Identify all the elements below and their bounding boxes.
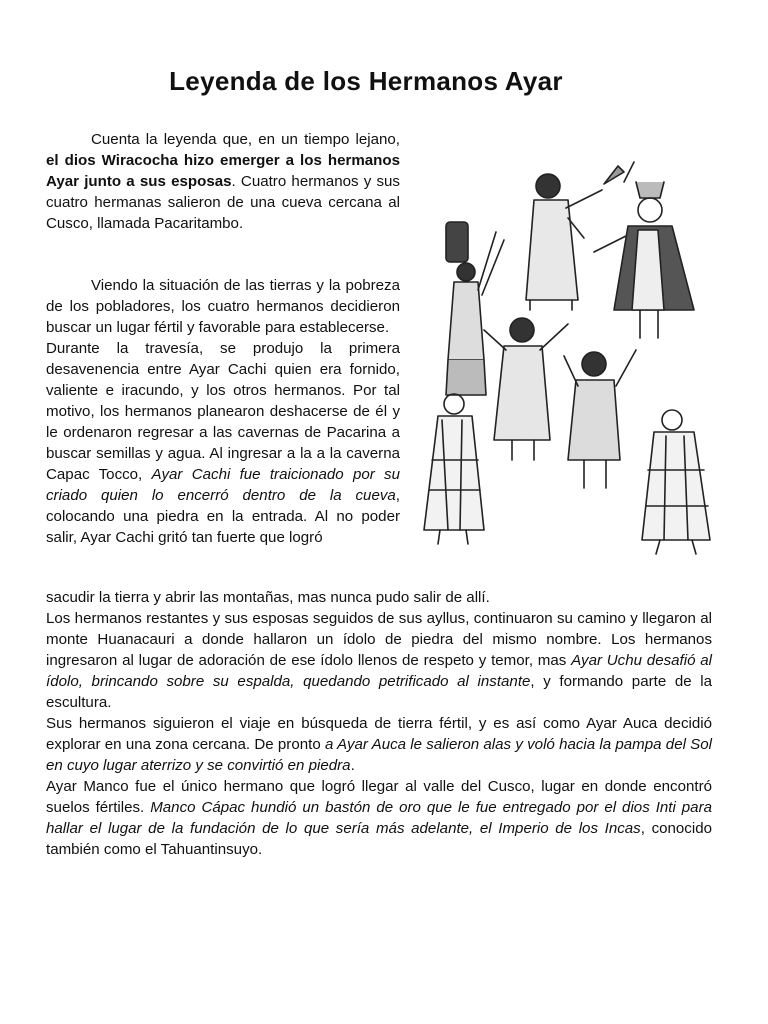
p5-text-a: Sus hermanos siguieron el viaje en búsqueda de tierra fértil, y es así como Ayar Auca decidió explorar en una zona cercana. De pronto	[46, 715, 712, 753]
p3-text-a: Durante la travesía, se produjo la primera desavenencia entre Ayar Cachi quien era fornido, valiente e iracundo, y los otros hermanos. Por tal motivo, los hermanos planearon deshacerse de él y le ordenaron regresar a las cavernas de Pacarina a buscar semillas y agua. Al ingresar a la a la caverna Capac Tocco,	[46, 340, 400, 483]
p1-text-b: . Cuatro hermanos y sus cuatro hermanas salieron de una cueva cercana al Cusco, llamada Pacaritambo.	[46, 173, 400, 232]
p4-text-b: , y formando parte de la escultura.	[46, 673, 713, 711]
figure-woman-vessel	[446, 222, 504, 395]
p6-italic: Manco Cápac hundió un bastón de oro que le fue entregado por el dios Inti para hallar el lugar de la fundación de lo que sería más adelante, el Imperio de los Incas	[46, 799, 712, 837]
page-title: Leyenda de los Hermanos Ayar	[169, 66, 563, 96]
figure-man-crown	[594, 162, 694, 338]
p1-text-a: Cuenta la leyenda que, en un tiempo lejano,	[91, 131, 400, 148]
p1-bold: el dios Wiracocha hizo emerger a los hermanos Ayar junto a sus esposas	[46, 152, 400, 190]
figure-patterned-left	[424, 394, 484, 544]
figure-woman-dress	[526, 166, 624, 310]
p6-text-a: Ayar Manco fue el único hermano que logró llegar al valle del Cusco, lugar en donde encontró suelos fértiles.	[46, 778, 712, 816]
p5-text-b: .	[350, 757, 355, 774]
figure-man-center	[484, 318, 568, 460]
paragraph-4	[46, 608, 712, 713]
figure-patterned-right	[642, 410, 710, 554]
paragraph-2: Viendo la situación de las tierras y la pobreza de los pobladores, los cuatro hermanos decidieron buscar un lugar fértil y favorable para establecerse.	[46, 277, 400, 336]
ayar-siblings-illustration	[418, 160, 718, 560]
paragraph-6	[46, 776, 712, 860]
p4-text-a: Los hermanos restantes y sus esposas seguidos de sus ayllus, continuaron su camino y llegaron al monte Huanacauri a donde hallaron un ídolo de piedra del mismo nombre. Los hermanos ingresaron al lugar de adoración de ese ídolo llenos de respeto y temor, mas	[46, 610, 712, 669]
paragraph-3	[46, 338, 400, 548]
p3-text-b: , colocando una piedra en la entrada. Al no poder salir, Ayar Cachi gritó tan fuerte que logró	[46, 487, 400, 546]
p3-last-line: sacudir la tierra y abrir las montañas, mas nunca pudo salir de allí.	[46, 589, 490, 606]
paragraphs-2-3	[46, 275, 400, 548]
p3-italic: Ayar Cachi fue traicionado por su criado quien lo encerró dentro de la cueva	[46, 466, 400, 504]
full-width-text	[46, 587, 712, 860]
p4-italic: Ayar Uchu desafió al ídolo, brincando sobre su espalda, quedando petrificado al instante	[46, 652, 712, 690]
paragraph-5	[46, 713, 712, 776]
paragraph-1	[46, 129, 400, 234]
p5-italic: a Ayar Auca le salieron alas y voló hacia la pampa del Sol en cuyo lugar aterrizo y se convirtió en piedra	[46, 736, 713, 774]
figure-man-right	[564, 350, 636, 488]
p6-text-b: , conocido también como el Tahuantinsuyo.	[46, 820, 712, 858]
